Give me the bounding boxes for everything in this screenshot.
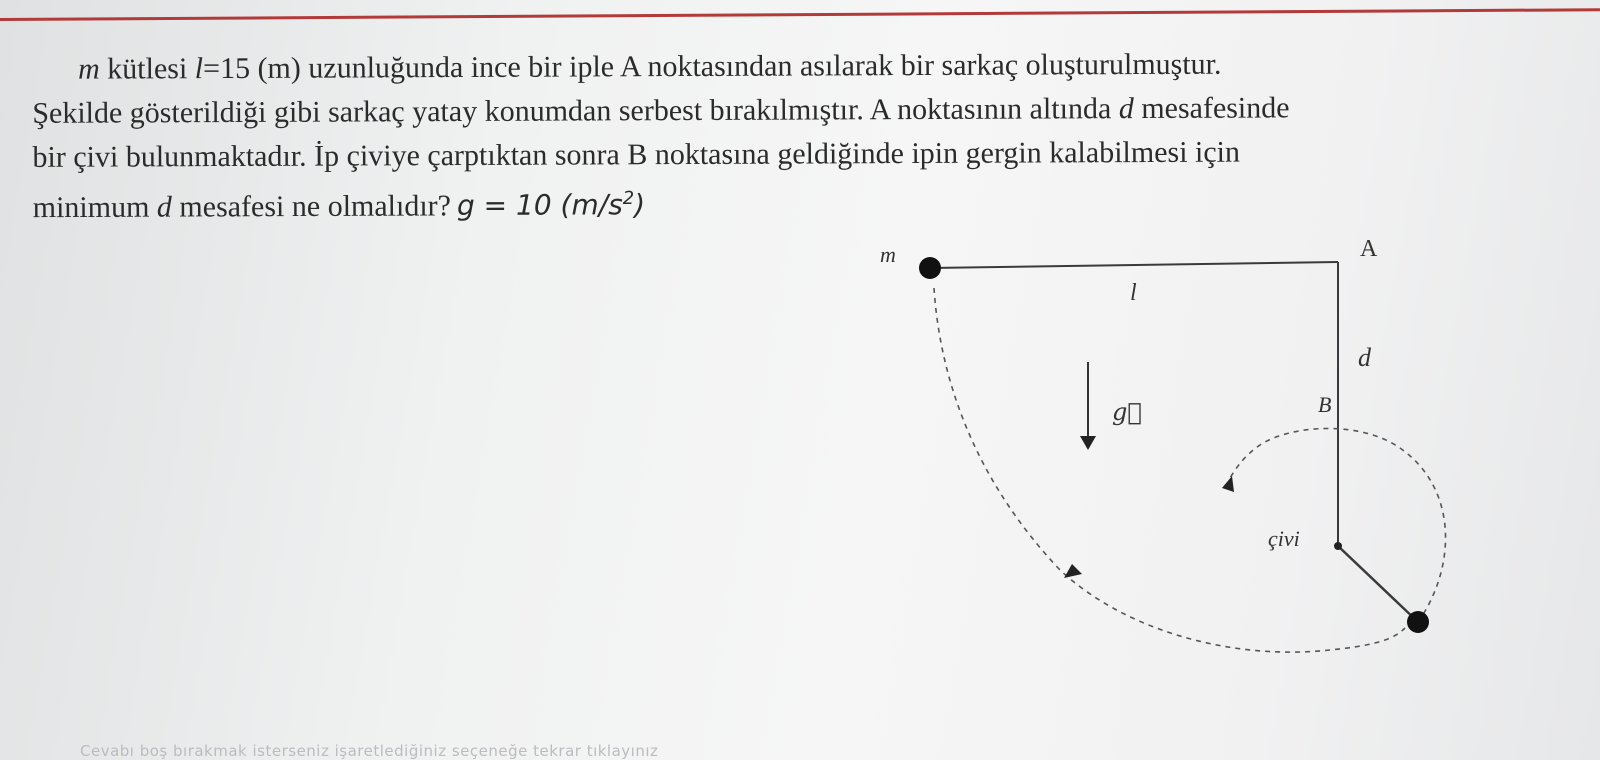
mass-symbol: m	[78, 52, 100, 86]
label-d: d	[1358, 343, 1371, 372]
gravity-formula: g = 10 $(m/s^2)$	[456, 188, 646, 223]
swing-arrowhead	[1064, 564, 1082, 578]
loop-arrowhead	[1222, 476, 1234, 492]
label-g: g⃗	[1112, 398, 1142, 426]
nail-dot	[1334, 542, 1342, 550]
label-l: l	[1130, 280, 1137, 306]
swing-path	[934, 288, 1405, 652]
horizontal-string	[930, 262, 1338, 268]
label-B: B	[1318, 392, 1332, 417]
label-nail: çivi	[1268, 526, 1300, 551]
question-line-4: minimum d mesafesi ne olmalıdır? g = 10 $(m/s^2)$	[32, 188, 646, 225]
mass-end	[1407, 611, 1429, 633]
label-m: m	[880, 242, 896, 267]
length-symbol: l	[194, 52, 204, 86]
footer-hint: Cevabı boş bırakmak isterseniz işaretlediğiniz seçeneğe tekrar tıklayınız	[80, 742, 659, 760]
distance-symbol: d	[1118, 92, 1134, 126]
question-line-1: m kütlesi l=15 (m) uzunluğunda ince bir iple A noktasından asılarak bir sarkaç oluşturulmuştur.	[78, 47, 1222, 86]
mass-start	[919, 257, 941, 279]
gravity-arrowhead	[1080, 436, 1096, 450]
question-line-3: bir çivi bulunmaktadır. İp çiviye çarptıktan sonra B noktasına geldiğinde ipin gergin kalabilmesi için	[32, 135, 1241, 174]
nail-to-bob-string	[1338, 546, 1418, 622]
label-A: A	[1360, 236, 1378, 262]
question-line-2: Şekilde gösterildiği gibi sarkaç yatay konumdan serbest bırakılmıştır. A noktasının altında d mesafesinde	[32, 91, 1290, 130]
